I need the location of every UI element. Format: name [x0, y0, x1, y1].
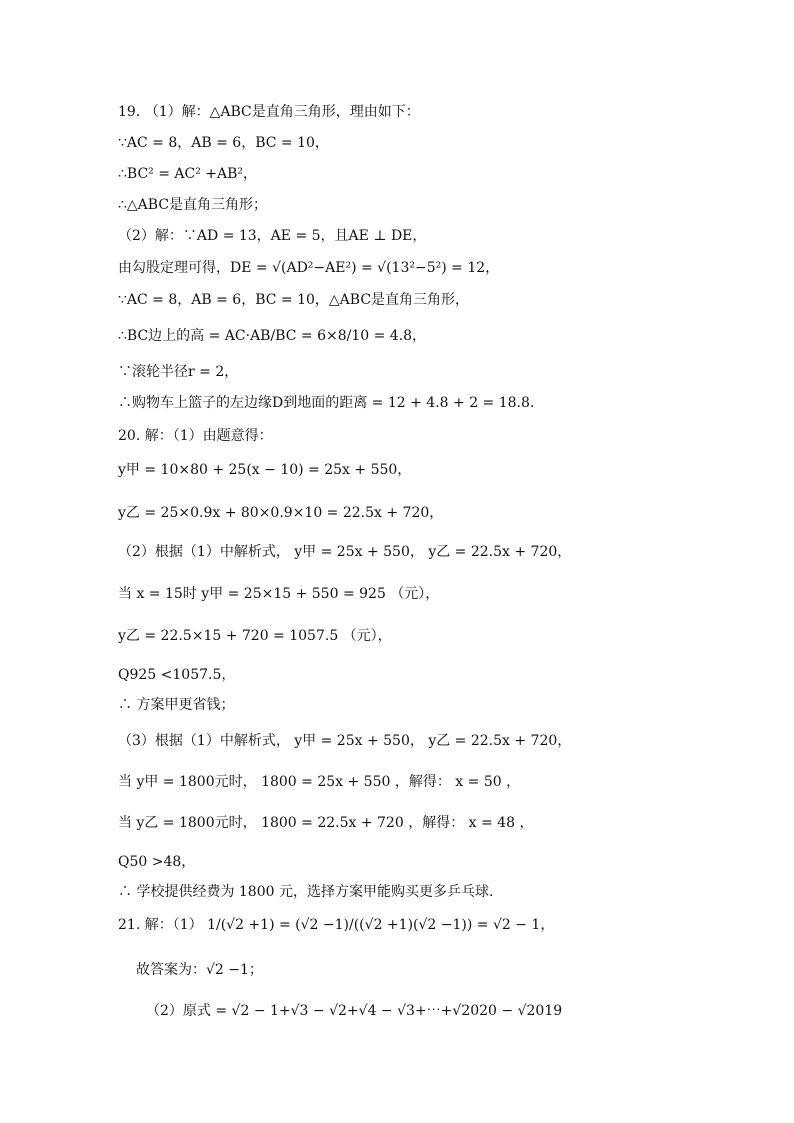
text-line: y乙 = 22.5×15 + 720 = 1057.5 （元）， — [118, 628, 392, 644]
text-line: 21. 解：（1） 1/(√2 +1) = (√2 −1)/((√2 +1)(√2 −1)) = √2 − 1， — [118, 917, 555, 933]
text-line: ∵AC = 8，AB = 6，BC = 10， — [118, 135, 329, 151]
text-line: ∵AC = 8，AB = 6，BC = 10，△ABC是直角三角形， — [118, 292, 470, 308]
text-line: （3）根据（1）中解析式， y甲 = 25x + 550， y乙 = 22.5x + 720， — [118, 733, 572, 749]
text-line: 故答案为：√2 −1； — [136, 962, 263, 978]
text-line: （2）解：∵AD = 13，AE = 5，且AE ⊥ DE， — [118, 228, 427, 244]
text-line: （2）根据（1）中解析式， y甲 = 25x + 550， y乙 = 22.5x + 720， — [118, 544, 572, 560]
text-line: ∴△ABC是直角三角形； — [118, 197, 268, 213]
text-line: Q50 >48， — [118, 854, 196, 870]
text-line: Q925 <1057.5， — [118, 667, 236, 683]
text-line: 当 x = 15时 y甲 = 25×15 + 550 = 925 （元）， — [118, 586, 440, 602]
text-line: 20. 解：（1）由题意得： — [118, 428, 273, 444]
text-line: 当 y甲 = 1800元时， 1800 = 25x + 550 ，解得： x = 50 ， — [118, 774, 521, 790]
text-line: y甲 = 10×80 + 25(x − 10) = 25x + 550， — [118, 462, 412, 478]
text-line: ∵滚轮半径r = 2， — [118, 364, 239, 380]
text-line: 由勾股定理可得，DE = √(AD²−AE²) = √(13²−5²) = 12， — [118, 260, 500, 276]
text-line: （2）原式 = √2 − 1+√3 − √2+√4 − √3+⋯+√2020 − √2019 — [146, 1003, 563, 1019]
text-line: y乙 = 25×0.9x + 80×0.9×10 = 22.5x + 720， — [118, 505, 444, 521]
text-line: 当 y乙 = 1800元时， 1800 = 22.5x + 720 ，解得： x = 48 ， — [118, 815, 534, 831]
text-line: ∴BC² = AC² +AB²， — [118, 166, 258, 182]
text-line: ∴BC边上的高 = AC·AB/BC = 6×8/10 = 4.8， — [118, 328, 427, 344]
text-line: ∴ 学校提供经费为 1800 元，选择方案甲能购买更多乒乓球. — [118, 884, 494, 900]
text-line: 19. （1）解：△ABC是直角三角形，理由如下： — [118, 104, 420, 120]
text-line: ∴ 方案甲更省钱； — [118, 697, 235, 713]
text-line: ∴购物车上篮子的左边缘D到地面的距离 = 12 + 4.8 + 2 = 18.8. — [118, 395, 535, 411]
